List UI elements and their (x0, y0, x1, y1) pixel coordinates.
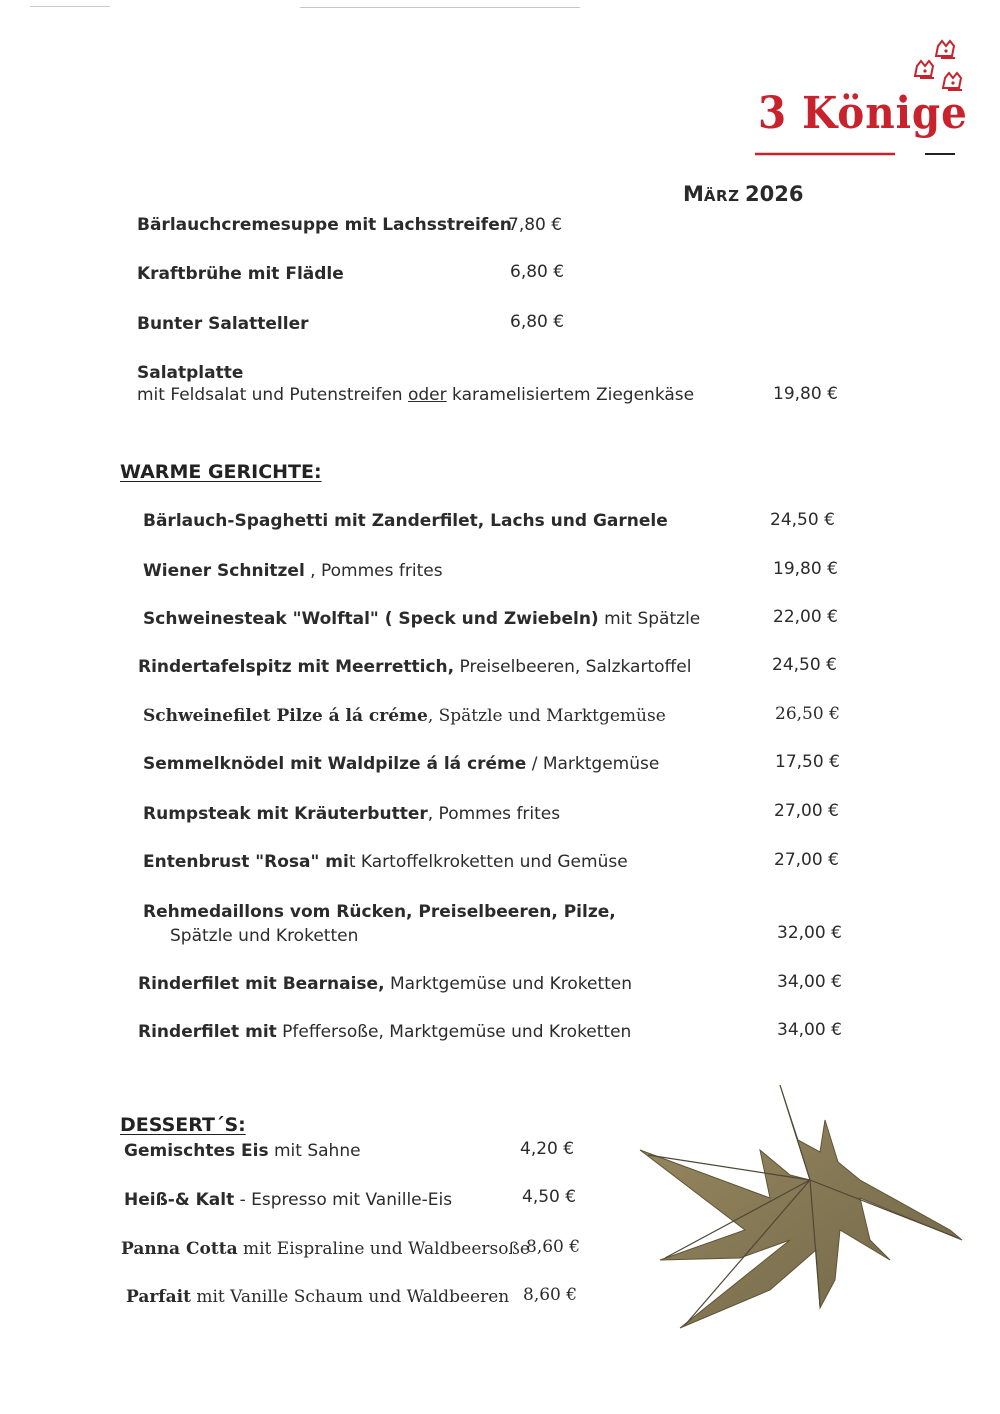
menu-item-price: 34,00 € (777, 1020, 842, 1040)
menu-item-price: 32,00 € (777, 923, 842, 943)
dessert-item: Panna Cotta mit Eispraline und Waldbeersoße (121, 1239, 530, 1259)
salad-plate-description: mit Feldsalat und Putenstreifen oder karamelisiertem Ziegenkäse (137, 385, 695, 405)
scan-line (30, 6, 110, 7)
menu-month: MÄRZ 2026 (683, 182, 804, 206)
menu-item-price: 24,50 € (772, 655, 837, 675)
menu-item: Rumpsteak mit Kräuterbutter, Pommes frites (143, 804, 561, 824)
salad-plate-name: Salatplatte (137, 363, 244, 383)
menu-item: Wiener Schnitzel , Pommes frites (143, 561, 443, 581)
dessert-item: Parfait mit Vanille Schaum und Waldbeeren (126, 1287, 510, 1307)
dessert-item: Heiß-& Kalt - Espresso mit Vanille-Eis (124, 1190, 453, 1210)
menu-item-price: 17,50 € (775, 752, 840, 772)
menu-item: Rinderfilet mit Bearnaise, Marktgemüse und Kroketten (138, 974, 633, 994)
menu-item: Rindertafelspitz mit Meerrettich, Preiselbeeren, Salzkartoffel (138, 657, 692, 677)
starter-price: 7,80 € (508, 215, 563, 235)
menu-item-desc: Spätzle und Kroketten (170, 926, 359, 946)
dessert-price: 8,60 € (523, 1285, 578, 1305)
menu-item-price: 26,50 € (775, 704, 840, 724)
menu-item: Rinderfilet mit Pfeffersoße, Marktgemüse und Kroketten (138, 1022, 632, 1042)
menu-item: Rehmedaillons vom Rücken, Preiselbeeren, Pilze, (143, 902, 616, 922)
logo-underline (755, 150, 955, 160)
menu-item-price: 27,00 € (774, 801, 839, 821)
menu-item: Bärlauch-Spaghetti mit Zanderfilet, Lachs und Garnele (143, 511, 668, 531)
warm-dishes-heading: WARME GERICHTE: (120, 461, 322, 483)
dessert-price: 8,60 € (526, 1237, 581, 1257)
menu-item: Entenbrust "Rosa" mit Kartoffelkroketten und Gemüse (143, 852, 628, 872)
desserts-heading: DESSERT´S: (120, 1114, 246, 1136)
logo-text: 3 Könige (758, 88, 968, 139)
dessert-item: Gemischtes Eis mit Sahne (124, 1141, 361, 1161)
starter-price: 6,80 € (510, 312, 565, 332)
menu-item-price: 19,80 € (773, 559, 838, 579)
menu-item-price: 24,50 € (770, 510, 835, 530)
menu-item: Schweinesteak "Wolftal" ( Speck und Zwiebeln) mit Spätzle (143, 609, 701, 629)
starter-name: Bunter Salatteller (137, 314, 309, 334)
maple-leaf-icon (620, 1080, 980, 1340)
salad-plate-price: 19,80 € (773, 384, 838, 404)
starter-name: Kraftbrühe mit Flädle (137, 264, 344, 284)
menu-item-price: 34,00 € (777, 972, 842, 992)
starter-name: Bärlauchcremesuppe mit Lachsstreifen (137, 215, 512, 235)
menu-item: Schweinefilet Pilze á lá créme, Spätzle und Marktgemüse (143, 706, 666, 726)
menu-item-price: 22,00 € (773, 607, 838, 627)
menu-item-price: 27,00 € (774, 850, 839, 870)
dessert-price: 4,50 € (522, 1187, 577, 1207)
starter-price: 6,80 € (510, 262, 565, 282)
scan-line (300, 7, 580, 8)
dessert-price: 4,20 € (520, 1139, 575, 1159)
menu-item: Semmelknödel mit Waldpilze á lá créme / Marktgemüse (143, 754, 660, 774)
